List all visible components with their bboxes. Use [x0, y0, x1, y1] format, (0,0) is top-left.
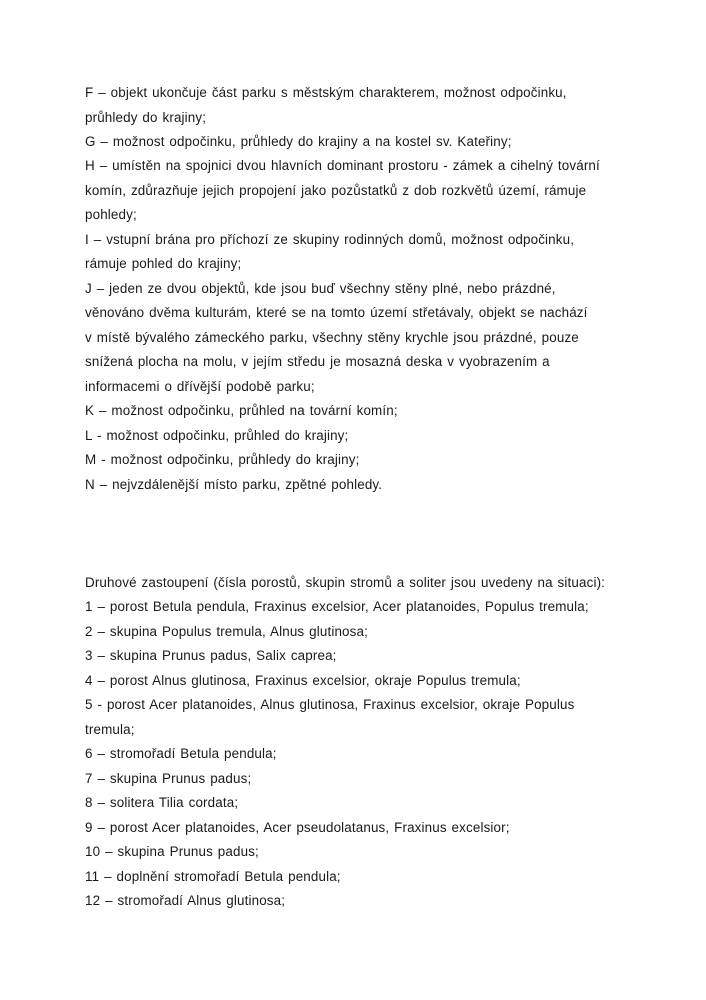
text-line: K – možnost odpočinku, průhled na tovární komín;	[85, 403, 398, 418]
list-item: 1 – porost Betula pendula, Fraxinus excelsior, Acer platanoides, Populus tremula;	[85, 599, 589, 614]
list-item: tremula;	[85, 722, 135, 737]
text-line: M - možnost odpočinku, průhledy do krajiny;	[85, 452, 360, 467]
section-heading: Druhové zastoupení (čísla porostů, skupin stromů a soliter jsou uvedeny na situaci):	[85, 575, 606, 590]
list-item: 4 – porost Alnus glutinosa, Fraxinus excelsior, okraje Populus tremula;	[85, 673, 521, 688]
list-item: 7 – skupina Prunus padus;	[85, 771, 252, 786]
text-line: I – vstupní brána pro příchozí ze skupiny rodinných domů, možnost odpočinku,	[85, 232, 575, 247]
text-line: pohledy;	[85, 207, 137, 222]
list-item: 10 – skupina Prunus padus;	[85, 844, 259, 859]
text-line: komín, zdůrazňuje jejich propojení jako pozůstatků z dob rozkvětů území, rámuje	[85, 183, 587, 198]
text-line: informacemi o dřívější podobě parku;	[85, 379, 315, 394]
list-item: 9 – porost Acer platanoides, Acer pseudolatanus, Fraxinus excelsior;	[85, 820, 510, 835]
text-line: v místě bývalého zámeckého parku, všechny stěny krychle jsou prázdné, pouze	[85, 330, 579, 345]
text-line: G – možnost odpočinku, průhledy do krajiny a na kostel sv. Kateřiny;	[85, 134, 512, 149]
text-line: průhledy do krajiny;	[85, 110, 207, 125]
text-line: L - možnost odpočinku, průhled do krajiny;	[85, 428, 349, 443]
list-item: 2 – skupina Populus tremula, Alnus glutinosa;	[85, 624, 368, 639]
list-item: 6 – stromořadí Betula pendula;	[85, 746, 277, 761]
text-line: N – nejvzdálenější místo parku, zpětné pohledy.	[85, 477, 383, 492]
text-line: věnováno dvěma kulturám, které se na tomto území střetávaly, objekt se nachází	[85, 305, 588, 320]
list-item: 11 – doplnění stromořadí Betula pendula;	[85, 869, 341, 884]
text-line: H – umístěn na spojnici dvou hlavních dominant prostoru - zámek a cihelný tovární	[85, 158, 600, 173]
list-item: 12 – stromořadí Alnus glutinosa;	[85, 893, 286, 908]
list-item: 5 - porost Acer platanoides, Alnus glutinosa, Fraxinus excelsior, okraje Populus	[85, 697, 575, 712]
text-line: rámuje pohled do krajiny;	[85, 256, 242, 271]
text-line: F – objekt ukončuje část parku s městským charakterem, možnost odpočinku,	[85, 85, 567, 100]
list-item: 8 – solitera Tilia cordata;	[85, 795, 239, 810]
text-line: J – jeden ze dvou objektů, kde jsou buď všechny stěny plné, nebo prázdné,	[85, 281, 556, 296]
text-line: snížená plocha na molu, v jejím středu je mosazná deska v vyobrazením a	[85, 354, 550, 369]
list-item: 3 – skupina Prunus padus, Salix caprea;	[85, 648, 337, 663]
